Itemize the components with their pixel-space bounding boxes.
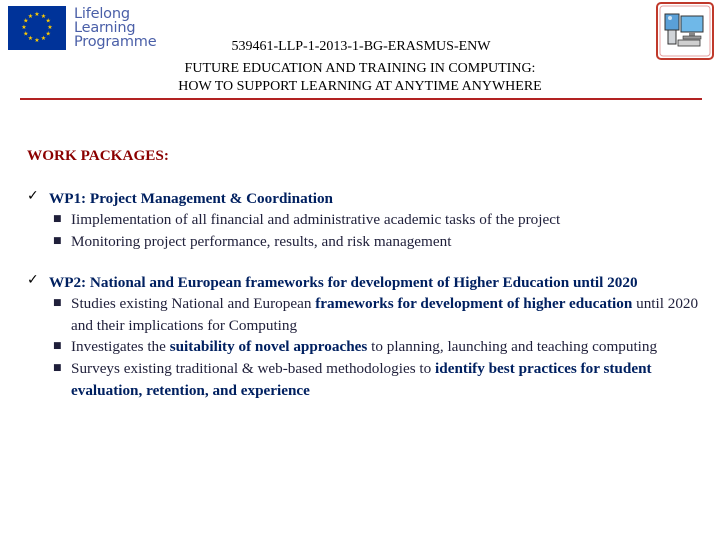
- task-text-emphasis: identify best practices for student evaluation, retention, and experience: [71, 359, 652, 399]
- task-item: [49, 209, 707, 231]
- task-item: [49, 293, 707, 336]
- work-package-2: [27, 272, 707, 401]
- svg-text:★: ★: [23, 17, 29, 25]
- project-title-line-1: FUTURE EDUCATION AND TRAINING IN COMPUTING:: [184, 61, 536, 76]
- svg-text:★: ★: [45, 30, 51, 38]
- task-text-emphasis: suitability of novel approaches: [169, 338, 368, 356]
- svg-text:★: ★: [27, 12, 34, 20]
- square-bullet-icon: ■: [53, 214, 62, 224]
- svg-text:★: ★: [23, 30, 29, 38]
- checkmark-icon: ✓: [27, 272, 39, 289]
- svg-text:★: ★: [34, 11, 40, 18]
- work-package-label: WP2: National and European frameworks for development of Higher Education until 2020: [49, 274, 638, 292]
- task-text: until 2020 and their implications for Computing: [71, 295, 699, 334]
- svg-text:★: ★: [34, 37, 40, 44]
- svg-text:★: ★: [40, 12, 47, 20]
- svg-text:★: ★: [47, 24, 53, 31]
- task-item: [49, 358, 707, 401]
- square-bullet-icon: ■: [53, 298, 62, 309]
- logo-line-1: Lifelong: [74, 6, 130, 22]
- svg-text:★: ★: [40, 35, 47, 43]
- task-text: Monitoring project performance, results, and risk management: [71, 232, 452, 250]
- task-text: Surveys existing traditional & web-based methodologies to: [71, 359, 436, 377]
- task-text: to planning, launching and teaching computing: [367, 338, 658, 356]
- square-bullet-icon: ■: [53, 362, 62, 373]
- task-text-emphasis: frameworks for development of higher education: [315, 295, 633, 313]
- square-bullet-icon: ■: [53, 341, 62, 352]
- work-packages-content: [27, 147, 707, 421]
- project-id: 539461-LLP-1-2013-1-BG-ERASMUS-ENW: [231, 39, 491, 54]
- section-title: WORK PACKAGES:: [27, 147, 169, 164]
- task-text: Studies existing National and European: [71, 295, 316, 313]
- logo-line-3: Programme: [74, 34, 157, 50]
- square-bullet-icon: ■: [53, 235, 62, 246]
- work-package-1: [27, 188, 707, 252]
- svg-text:★: ★: [45, 17, 51, 25]
- header-divider: [20, 98, 702, 100]
- task-item: [49, 336, 707, 358]
- task-text: Iimplementation of all financial and administrative academic tasks of the project: [71, 211, 561, 228]
- checkmark-icon: ✓: [27, 188, 39, 204]
- svg-text:★: ★: [27, 35, 34, 43]
- project-title-line-2: HOW TO SUPPORT LEARNING AT ANYTIME ANYWHERE: [178, 79, 542, 94]
- task-text: Investigates the: [71, 338, 170, 356]
- work-package-tasks: [49, 293, 707, 401]
- work-package-tasks: [49, 209, 707, 252]
- work-package-list: [27, 188, 707, 401]
- work-package-label: WP1: Project Management & Coordination: [49, 190, 334, 207]
- svg-text:★: ★: [21, 24, 27, 31]
- task-item: [49, 231, 707, 253]
- logo-line-2: Learning: [74, 20, 136, 36]
